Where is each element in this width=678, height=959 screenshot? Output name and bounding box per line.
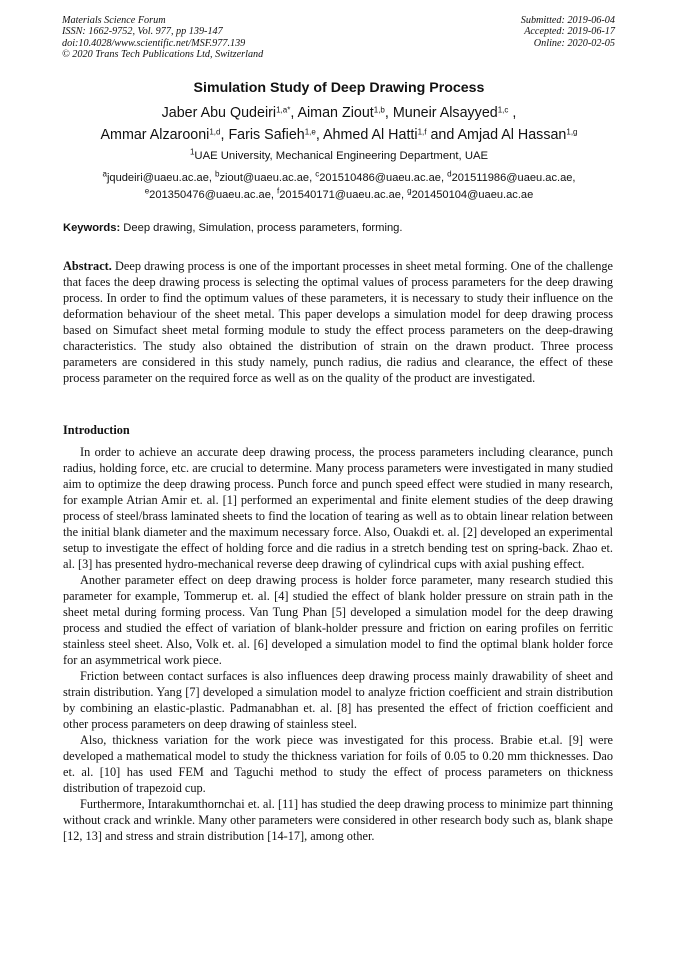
paragraph: Another parameter effect on deep drawing process is holder force parameter, many research studied this parameter for example, Tommerup et. al. [4] studied the effect of blank holder pressure on strain path in the sheet metal during forming process. Van Tung Phan [5] developed a simulation model for the deep drawing process and studied the effect of variation of blank-holder pressure and friction on earing profiles on ferritic stainless steel sheet. Also, Volk et. al. [6] developed a simulation model to find the optimal blank holder force for an asymmetrical work piece.	[63, 573, 613, 667]
keywords	[63, 222, 403, 234]
paragraph: Friction between contact surfaces is also influences deep drawing process mainly drawability of sheet and strain distribution. Yang [7] developed a simulation model to analyze friction coefficient and strain distribution by combining an elastic-plastic. Padmanabhan et. al. [8] has presented the effect of friction coefficient and other process parameters on deep drawing of stainless steel.	[63, 669, 613, 731]
author: Muneir Alsayyed$^{1,c}$	[392, 105, 509, 121]
email-link[interactable]: $^a$jqudeiri@uaeu.ac.ae,	[102, 169, 216, 184]
paragraph: In order to achieve an accurate deep drawing process, the process parameters including clearance, punch radius, holding force, etc. are crucial to determine. Many process parameters were investigated in many studied aim to optimize the deep drawing process. Punch force and punch speed effect were studied in many research, for example Atrian Amir et. al. [1] performed an experimental and finite element studies of the deep drawing process of steel/brass laminated sheets to find the location of tearing as well as to obtain linear relation between the initial blank diameter and the maximum necessary force. Also, Ouakdi et. al. [2] developed an experimental setup to investigate the effect of holding force and die radius in a stretch bending test on spring-back. Zhao et. al. [3] has presented hydro-mechanical reverse deep drawing of cylindrical cups with axial pushing effect.	[63, 445, 613, 571]
accepted-date: Accepted: 2019-06-17	[524, 26, 615, 38]
section-heading-introduction: Introduction	[63, 423, 130, 437]
author: Faris Safieh$^{1,e}$	[228, 127, 316, 143]
keywords-label: Keywords:	[63, 222, 121, 234]
journal-name: Materials Science Forum	[62, 15, 166, 26]
paragraph: Also, thickness variation for the work piece was investigated for this process. Brabie et.al. [9] were developed a mathematical model to study the thickness variation for foils of 0.05 to 0.20 mm thicknesses. Dao et. al. [10] has used FEM and Taguchi method to study the effect of process parameters on thickness distribution of trapezoid cup.	[63, 733, 613, 795]
email-link[interactable]: $^e$201350476@uaeu.ac.ae,	[144, 186, 278, 201]
paper-title: Simulation Study of Deep Drawing Process	[193, 80, 485, 96]
email-link[interactable]: $^f$201540171@uaeu.ac.ae,	[277, 186, 408, 201]
author: Ahmed Al Hatti$^{1,f}$	[323, 127, 427, 143]
submitted-date: Submitted: 2019-06-04	[520, 15, 615, 26]
journal-doi: doi:10.4028/www.scientific.net/MSF.977.139	[62, 37, 246, 49]
abstract-label: Abstract.	[63, 259, 112, 273]
affiliation: $^1$UAE University, Mechanical Engineering Department, UAE	[189, 147, 489, 162]
submission-dates	[521, 15, 615, 49]
author: Ammar Alzarooni$^{1,d}$	[100, 127, 221, 143]
journal-issn: ISSN: 1662-9752, Vol. 977, pp 139-147	[62, 26, 223, 38]
keywords-text: Deep drawing, Simulation, process parameters, forming.	[120, 222, 403, 234]
email-link[interactable]: $^g$201450104@uaeu.ac.ae	[407, 186, 534, 201]
email-link[interactable]: $^d$201511986@uaeu.ac.ae,	[447, 169, 576, 184]
online-date: Online: 2020-02-05	[533, 37, 615, 49]
author-emails	[40, 170, 638, 204]
paragraph: Furthermore, Intarakumthornchai et. al. [11] has studied the deep drawing process to minimize part thinning without crack and wrinkle. Many other parameters were considered in other research body such as, blank shape [12, 13] and stress and strain distribution [14-17], among other.	[63, 797, 613, 843]
introduction-body	[63, 444, 613, 844]
journal-info	[62, 15, 263, 61]
author-list: Jaber Abu Qudeiri$^{1,a*}$, Aiman Ziout$^{1,b}$, Muneir Alsayyed$^{1,c}$ , Ammar Alzarooni$^{1,d}$, Faris Safieh$^{1,e}$, Ahmed Al Hatti$^{1,f}$ and Amjad Al Hassan$^{1,g}$	[100, 105, 578, 143]
author: Jaber Abu Qudeiri$^{1,a*}$	[161, 105, 291, 121]
abstract	[63, 258, 613, 386]
author: Amjad Al Hassan$^{1,g}$	[457, 127, 578, 143]
abstract-text: Deep drawing process is one of the important processes in sheet metal forming. One of the challenge that faces the deep drawing process is selecting the optimal values of process parameters for the deep drawing process. In order to find the optimum values of these parameters, it is necessary to study their influence on the deformation behaviour of the sheet metal. This paper develops a simulation model for deep drawing process based on Simufact sheet metal forming module to study the effect process parameters on the deep-drawing characteristics. The study also obtained the distribution of strain on the drawn product. Three process parameters are considered in this study namely, punch radius, die radius and clearance, the effect of these process parameter on the required force as well as on the quality of the product are investigated.	[63, 259, 613, 385]
email-link[interactable]: $^c$201510486@uaeu.ac.ae,	[315, 169, 448, 184]
journal-copyright: © 2020 Trans Tech Publications Ltd, Switzerland	[62, 49, 264, 61]
author: Aiman Ziout$^{1,b}$	[297, 105, 385, 121]
email-link[interactable]: $^b$ziout@uaeu.ac.ae,	[215, 169, 316, 184]
